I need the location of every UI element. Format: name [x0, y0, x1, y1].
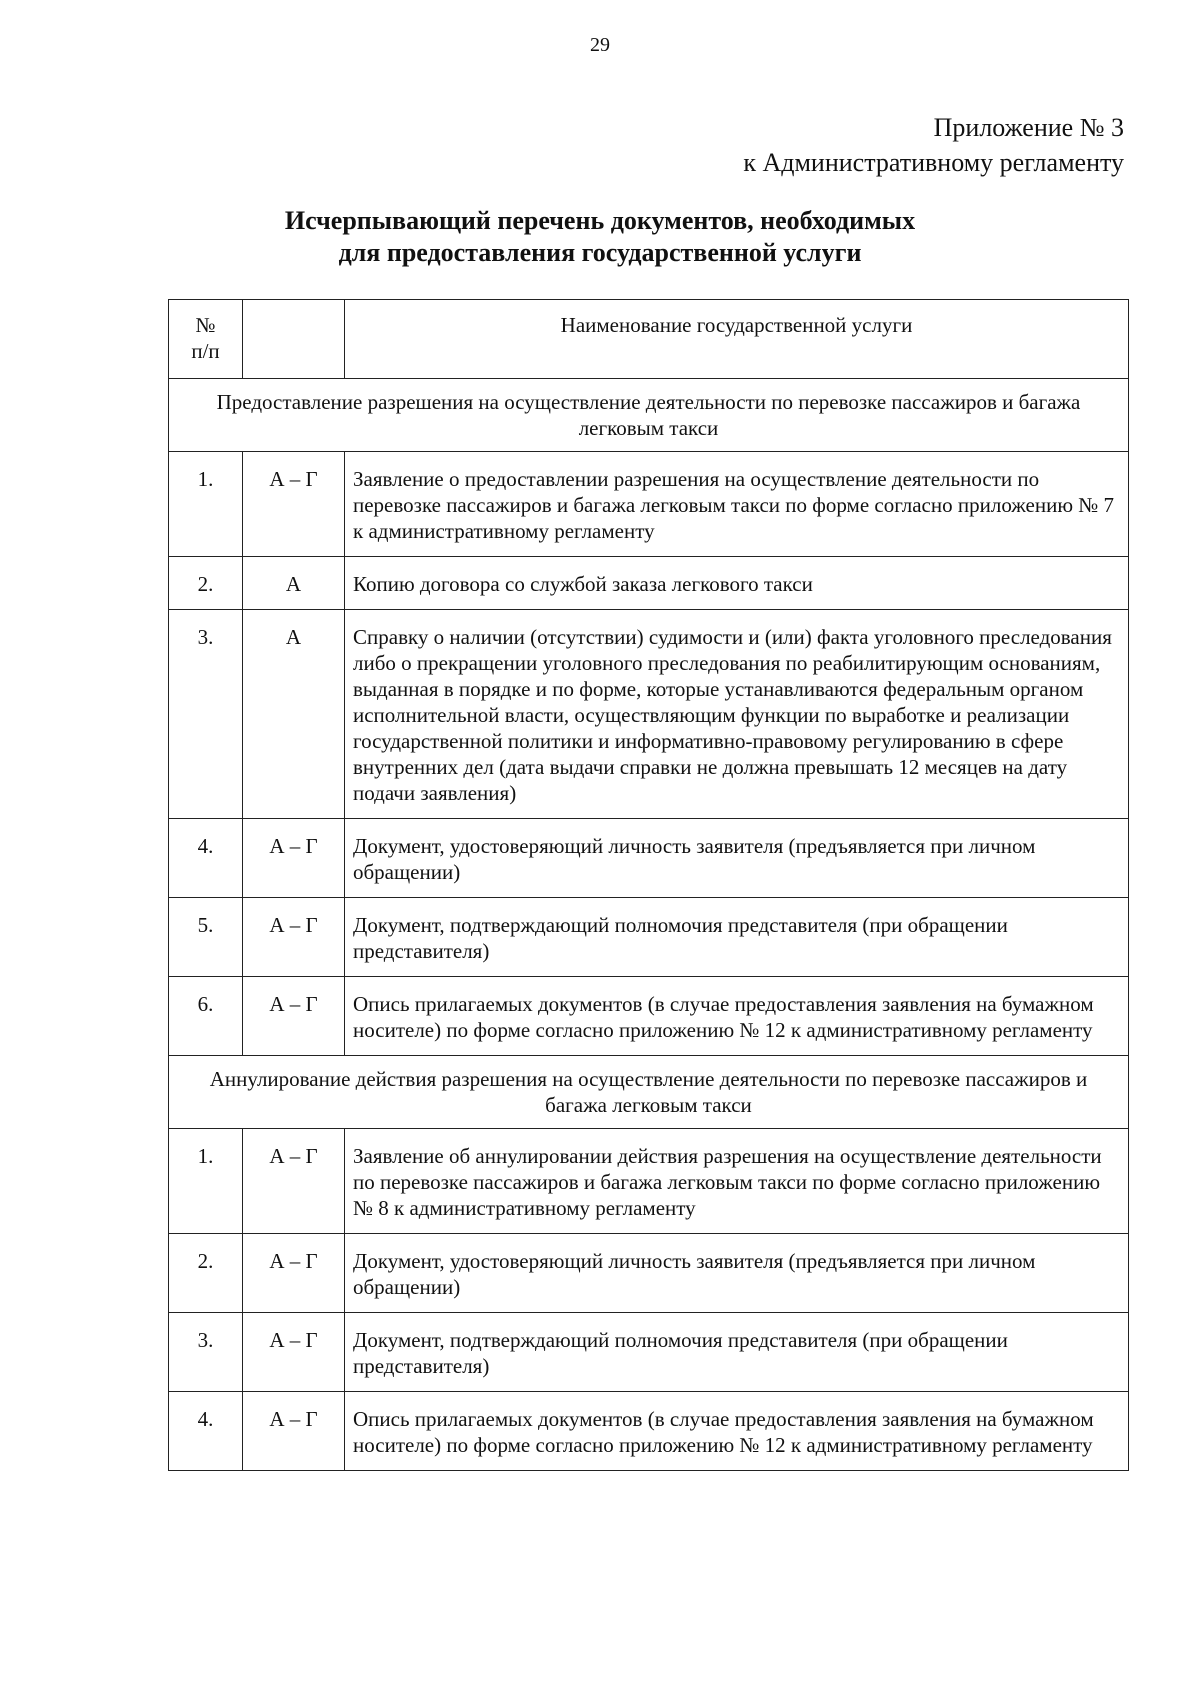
row-document-name-cell: Копию договора со службой заказа легкового такси	[345, 557, 1129, 610]
appendix-line-1: Приложение № 3	[933, 113, 1124, 142]
row-document-name-cell: Заявление об аннулировании действия разрешения на осуществление деятельности по перевозке пассажиров и багажа легковым такси по форме согласно приложению № 8 к административному регламенту	[345, 1129, 1129, 1234]
section-header-row	[169, 1056, 1129, 1129]
row-number-cell: 3.	[169, 610, 243, 819]
row-category-cell: А	[243, 610, 345, 819]
row-document-name-cell: Документ, подтверждающий полномочия представителя (при обращении представителя)	[345, 1313, 1129, 1392]
row-category-cell: А – Г	[243, 898, 345, 977]
table-row	[169, 977, 1129, 1056]
document-title-line-1: Исчерпывающий перечень документов, необходимых	[284, 206, 916, 235]
table-row	[169, 610, 1129, 819]
documents-table	[168, 299, 1129, 1471]
row-number-cell: 6.	[169, 977, 243, 1056]
header-num-cell	[169, 300, 243, 379]
row-number-cell: 2.	[169, 1234, 243, 1313]
row-number-cell: 3.	[169, 1313, 243, 1392]
table-row	[169, 819, 1129, 898]
row-category-cell: А – Г	[243, 1313, 345, 1392]
row-document-name-cell: Документ, удостоверяющий личность заявителя (предъявляется при личном обращении)	[345, 819, 1129, 898]
row-category-cell: А – Г	[243, 977, 345, 1056]
row-document-name-cell: Опись прилагаемых документов (в случае предоставления заявления на бумажном носителе) по форме согласно приложению № 12 к административному регламенту	[345, 977, 1129, 1056]
table-row	[169, 557, 1129, 610]
appendix-line-2: к Административному регламенту	[743, 148, 1124, 177]
row-document-name-cell: Документ, удостоверяющий личность заявителя (предъявляется при личном обращении)	[345, 1234, 1129, 1313]
document-title	[0, 205, 1200, 269]
row-number-cell: 2.	[169, 557, 243, 610]
row-category-cell: А – Г	[243, 819, 345, 898]
page-number: 29	[590, 34, 610, 56]
row-category-cell: А – Г	[243, 1234, 345, 1313]
row-category-cell: А – Г	[243, 1392, 345, 1471]
header-num-symbol: №	[195, 313, 216, 337]
row-number-cell: 1.	[169, 1129, 243, 1234]
row-category-cell: А – Г	[243, 452, 345, 557]
row-document-name-cell: Документ, подтверждающий полномочия представителя (при обращении представителя)	[345, 898, 1129, 977]
row-category-cell: А	[243, 557, 345, 610]
table-row	[169, 1129, 1129, 1234]
section-title: Аннулирование действия разрешения на осуществление деятельности по перевозке пассажиров и багажа легковым такси	[169, 1056, 1129, 1129]
table-row	[169, 1234, 1129, 1313]
row-number-cell: 1.	[169, 452, 243, 557]
header-num-abbr: п/п	[191, 339, 220, 363]
row-number-cell: 5.	[169, 898, 243, 977]
row-number-cell: 4.	[169, 1392, 243, 1471]
table-header-row	[169, 300, 1129, 379]
document-title-line-2: для предоставления государственной услуги	[338, 238, 862, 267]
row-document-name-cell: Заявление о предоставлении разрешения на осуществление деятельности по перевозке пассажиров и багажа легковым такси по форме согласно приложению № 7 к административному регламенту	[345, 452, 1129, 557]
section-header-row	[169, 379, 1129, 452]
appendix-label	[743, 110, 1124, 180]
table-row	[169, 1392, 1129, 1471]
header-name-cell: Наименование государственной услуги	[345, 300, 1129, 379]
table-row	[169, 898, 1129, 977]
row-category-cell: А – Г	[243, 1129, 345, 1234]
header-code-cell	[243, 300, 345, 379]
row-number-cell: 4.	[169, 819, 243, 898]
table-row	[169, 452, 1129, 557]
section-title: Предоставление разрешения на осуществление деятельности по перевозке пассажиров и багажа легковым такси	[169, 379, 1129, 452]
row-document-name-cell: Справку о наличии (отсутствии) судимости и (или) факта уголовного преследования либо о прекращении уголовного преследования по реабилитирующим основаниям, выданная в порядке и по форме, которые устанавливаются федеральным органом исполнительной власти, осуществляющим функции по выработке и реализации государственной политики и информативно-правовому регулированию в сфере внутренних дел (дата выдачи справки не должна превышать 12 месяцев на дату подачи заявления)	[345, 610, 1129, 819]
row-document-name-cell: Опись прилагаемых документов (в случае предоставления заявления на бумажном носителе) по форме согласно приложению № 12 к административному регламенту	[345, 1392, 1129, 1471]
table-row	[169, 1313, 1129, 1392]
